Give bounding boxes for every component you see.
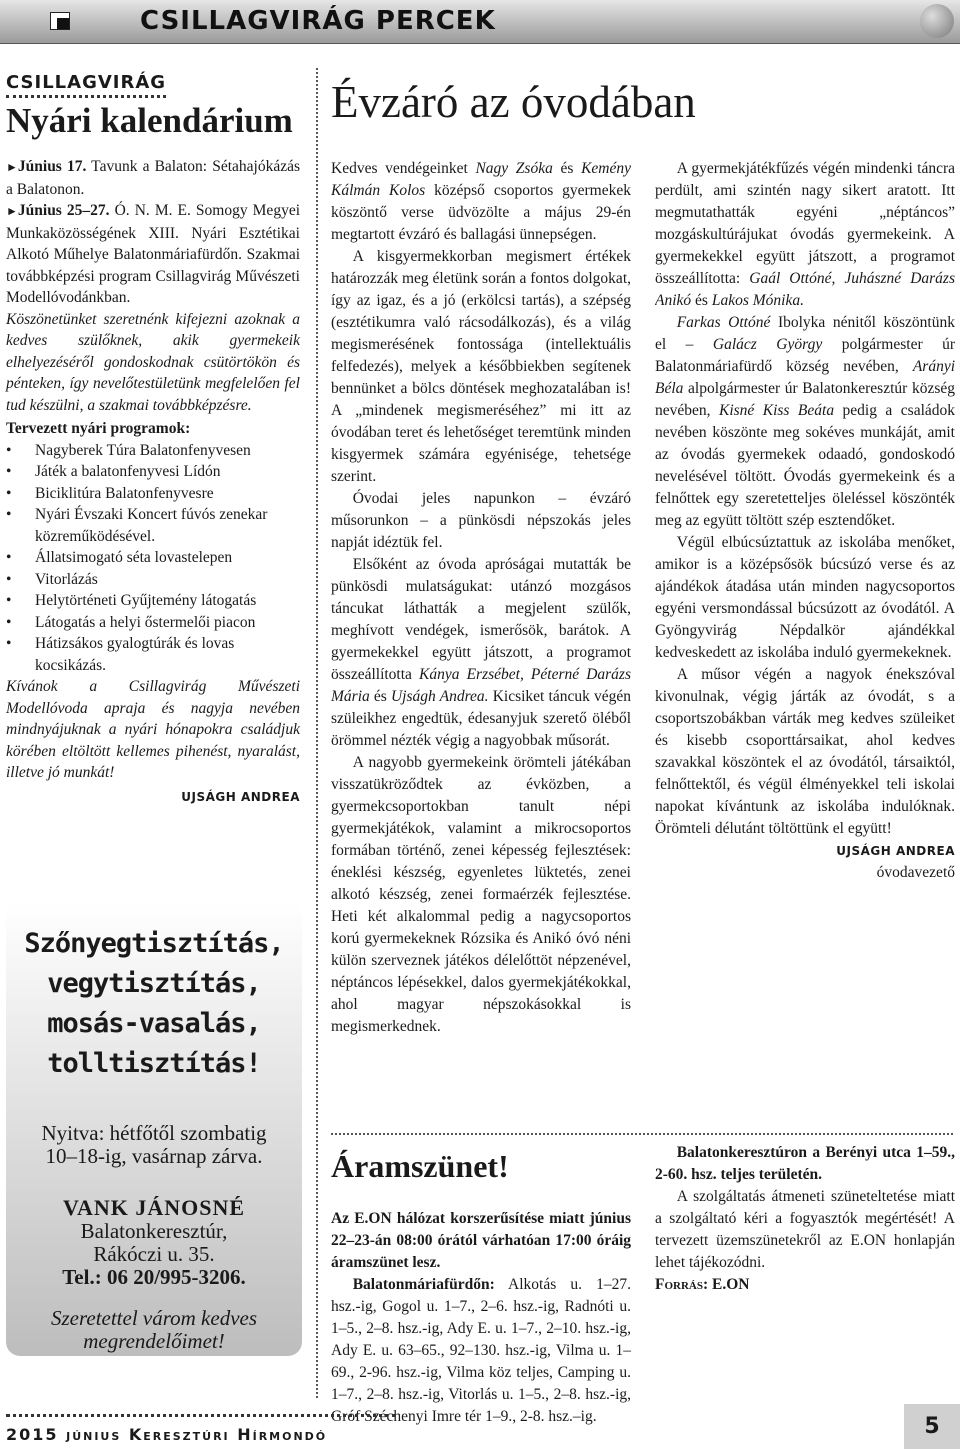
paragraph: A nagyobb gyermekeink örömteli játékában visszatükröződtek az évközben, a gyermekcsoportokban tanult népi gyermekjátékok, valamint a mikrocsoportos formában történő, zenei képesség fejlesztések: éneklési készség, egyenletes lüktetés, zenei alkotó készség, zenei formaérzék fejlesztése. Heti két alkalommal pedig a nagycsoportos korú gyermekeknek Rózsika és Anikó óvó néni külön szerveznek játékos délelőttöt népzenével, néptáncos lépésekkel, dalos gyermekjátékokkal, ahol magyar népszokásokkal is megismerkednek. xyxy=(331,754,631,1035)
author-signature: UJSÁGH ANDREA xyxy=(836,844,955,858)
calendar-entry: ►Június 25–27. Ó. N. M. E. Somogy Megyei Munkaközösségének XIII. Nyári Esztétikai Alkotó Műhelye Balatonmáriafürdőn. Szakmai továbbképzési program Csillagvirág Művészeti Modellóvodánkban. xyxy=(6,202,301,306)
paragraph: Végül elbúcsúztattuk az iskolába menőket, amikor is a középsősök búcsúzó verse és az ajándékok átadása után minden nagycsoportos egyéni versmondással búcsúzott az óvodától. A Gyöngyvirág Népdalkör ajándékkal kedveskedett az iskolába induló gyermekeknek. xyxy=(655,534,955,661)
ad-headline: Szőnyegtisztítás, vegytisztítás, mosás-vasalás, tolltisztítás! xyxy=(24,928,284,1079)
list-item: • Játék a balatonfenyvesi Lídón xyxy=(6,461,300,483)
ad-business-name: VANK JÁNOSNÉ xyxy=(62,1195,246,1220)
outage-location-2: Balatonkeresztúron a Berényi utca 1–59., 2-60. hsz. teljes területén. xyxy=(655,1144,955,1183)
article-column-2 xyxy=(655,158,955,1128)
page-header xyxy=(0,0,960,44)
circle-icon xyxy=(920,4,954,38)
footer-divider xyxy=(6,1414,396,1417)
calendar-title: Nyári kalendárium xyxy=(6,101,293,140)
paragraph: Farkas Ottóné Ibolyka nénitől köszöntünk el – Galácz György polgármester úr Balatonmáriafürdő község nevében, Arányi Béla alpolgármester úr Balatonkeresztúr község nevében, Kisné Kiss Beáta pedig a családok nevében köszönte meg sokéves munkáját, amit az óvodás gyermekek odaadó, gondoskodó nevelésével töltött. Óvodás gyermekeink és a felnőttek egy szeretetteljes öleléssel köszönték meg az együtt töltött szép esztendőket. xyxy=(655,314,955,529)
paragraph: Óvodai jeles napunkon – évzáró műsorunkon – a pünkösdi népszokás jeles napját idéztük fel. xyxy=(331,490,631,551)
arrow-icon: ► xyxy=(6,160,18,174)
square-icon xyxy=(50,12,70,30)
outage-column-1 xyxy=(331,1208,631,1428)
source-credit: Forrás: E.ON xyxy=(655,1276,750,1293)
paragraph: A gyermekjátékfűzés végén mindenki táncra perdült, ami szintén nagy sikert aratott. Itt megmutathatták egyéni „néptáncos” mozgáskultúrájukat óvodás gyermekeink. A gyermekekkel együtt játszott, a programot összeállította: Gaál Ottóné, Juhászné Darázs Anikó és Lakos Mónika. xyxy=(655,160,955,309)
paragraph: A kisgyermekkorban megismert értékek határozzák meg életünk során a fontos dolgokat, így az igaz, és a jó (erkölcsi tartás), a szépség (esztétikumra való rácsodálkozás), és a világ megismerésének fontossága (intellektuális felfedezés), melyek a későbbiekben segítenek bennünket a bölcs döntések meghozatalában is! A „mindenek megismeréséhez” mi itt az óvodában teret és lehetőséget teremtünk minden kisgyermek számára egyénisége, tehetsége szerint. xyxy=(331,248,631,485)
outage-column-2 xyxy=(655,1142,955,1296)
list-item: • Nyári Évszaki Koncert fúvós zenekar közreműködésével. xyxy=(6,504,300,547)
list-item: • Nagyberek Túra Balatonfenyvesen xyxy=(6,440,300,462)
list-item: • Látogatás a helyi őstermelői piacon xyxy=(6,612,300,634)
page-number: 5 xyxy=(904,1404,960,1449)
programs-list xyxy=(6,440,300,677)
ad-opening-hours: Nyitva: hétfőtől szombatig 10–18-ig, vasárnap zárva. xyxy=(41,1121,267,1168)
dotted-divider xyxy=(6,95,166,98)
calendar-entry: ►Június 17. Tavunk a Balaton: Sétahajókázás a Balatonon. xyxy=(6,158,300,198)
footer-title: 2015 június Keresztúri Hírmondó xyxy=(6,1425,328,1444)
column-divider xyxy=(316,68,318,1398)
ad-city: Balatonkeresztúr, xyxy=(80,1219,228,1243)
thanks-text: Köszönetünket szeretnénk kifejezni azoknak a kedves szülőknek, akik gyermekeik elhelyezéséről gondoskodnak csütörtökön és pénteken, így nevelőtestületünk megfelelően fel tud készülni, a szakmai továbbképzésre. xyxy=(6,310,300,414)
outage-locations: Balatonmáriafürdőn: Alkotás u. 1–27. hsz.-ig, Gogol u. 1–7., 2–6. hsz.-ig, Radnóti u. 1–5., 2–8. hsz.-ig, Ady E. u. 1–7., 2–10. hsz.-ig, Ady E. u. 63–65., 92–130. hsz.-ig, Vilma u. 1–69., 2-96. hsz.-ig, Vilma köz teljes, Camping u. 1–7., 2–8. hsz.-ig, Vitorlás u. 1–5., 2–8. hsz.-ig, Gróf Széchenyi Imre tér 1–9., 2-8. hsz.–ig. xyxy=(331,1276,631,1425)
section-label: CSILLAGVIRÁG xyxy=(6,72,167,93)
list-item: • Vitorlázás xyxy=(6,569,300,591)
advertisement xyxy=(6,902,302,1356)
article-column-1 xyxy=(331,158,631,1123)
ad-street: Rákóczi u. 35. xyxy=(93,1242,215,1266)
calendar-column xyxy=(6,156,300,808)
ad-phone: Tel.: 06 20/995-3206. xyxy=(62,1265,246,1289)
outage-intro: Az E.ON hálózat korszerűsítése miatt június 22–23-án 08:00 órától várhatóan 17:00 óráig áramszünet lesz. xyxy=(331,1210,631,1271)
list-item: • Biciklitúra Balatonfenyvesre xyxy=(6,483,300,505)
article-title: Évzáró az óvodában xyxy=(331,77,696,127)
list-item: • Helytörténeti Gyűjtemény látogatás xyxy=(6,590,300,612)
programs-heading: Tervezett nyári programok: xyxy=(6,420,191,437)
header-title: CSILLAGVIRÁG PERCEK xyxy=(140,6,496,36)
author-role: óvodavezető xyxy=(876,864,955,881)
paragraph: Kedves vendégeinket Nagy Zsóka és Kemény Kálmán Kolos középső csoportos gyermekek köszöntő verse üdvözölte a május 29-én megtartott évzáró és ballagási ünnepségen. xyxy=(331,160,631,243)
outage-title: Áramszünet! xyxy=(331,1148,509,1184)
section-divider xyxy=(331,1133,953,1135)
paragraph: A műsor végén a nagyok énekszóval kivonulnak, végig járták az óvodát, s a csoportszobákban várták meg kedves szüleiket és kisebb csoporttársaikat, ahol kedves szavakkal köszöntek el az óvodától, társaiktól, felnőttektől, és végül élményekkel teli iskolai napokat kívántunk az iskolába indulóknak. Örömteli délutánt töltöttünk el együtt! xyxy=(655,666,955,837)
arrow-icon: ► xyxy=(6,204,18,218)
ad-slogan: Szeretettel várom kedves megrendelőimet! xyxy=(50,1306,258,1353)
wish-text: Kívánok a Csillagvirág Művészeti Modellóvoda apraja és nagyja nevében mindnyájuknak a nyári hónapokra családjuk körében eltöltött kellemes pihenést, nyaralást, illetve jó munkát! xyxy=(6,678,300,781)
outage-note: A szolgáltatás átmeneti szüneteltetése miatt a szolgáltató kéri a fogyasztók megértését! A tervezett üzemszünetekről az E.ON honlapján lehet tájékozódni. xyxy=(655,1188,955,1271)
paragraph: Elsőként az óvoda apróságai mutatták be pünkösdi mulatságukat: utánzó mozgásos táncukat láthatták a megjelent szülők, meghívott vendégek, ismerősök, barátok. A gyermekekkel együtt játszott, a programot összeállította Kánya Erzsébet, Péterné Darázs Mária és Ujságh Andrea. Kicsiket táncuk végén szüleikhez engedtük, édesanyjuk szerető öléből örömmel nézték végig a nagyobbak műsorát. xyxy=(331,556,631,749)
author-signature: UJSÁGH ANDREA xyxy=(181,789,300,804)
list-item: • Állatsimogató séta lovastelepen xyxy=(6,547,300,569)
list-item: • Hátizsákos gyalogtúrák és lovas kocsikázás. xyxy=(6,633,300,676)
